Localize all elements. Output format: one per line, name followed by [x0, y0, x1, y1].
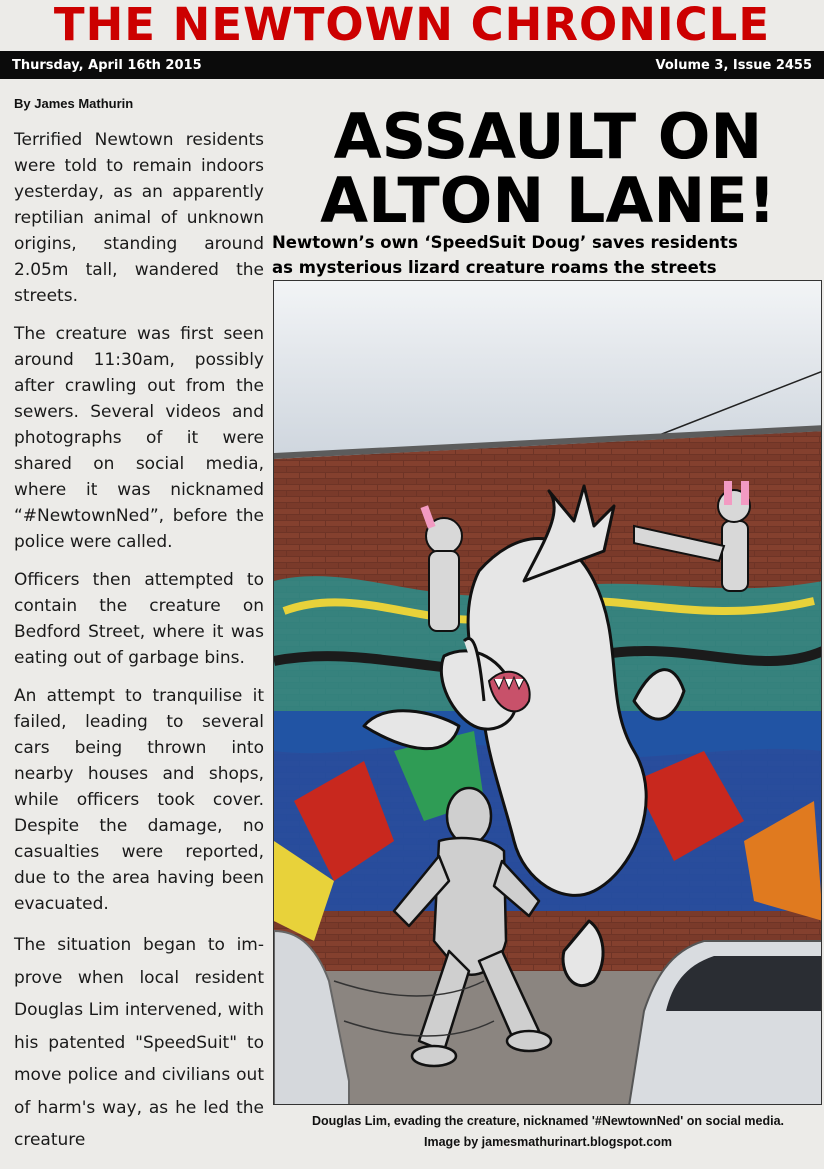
headline-line: ALTON LANE! [320, 164, 776, 237]
subheadline [272, 230, 824, 280]
masthead [0, 0, 824, 50]
illustration [274, 281, 822, 1105]
headline-line: ASSAULT ON [333, 100, 763, 173]
article-paragraph: The creature was first seen around 11:30am, possibly after crawling out from the sewers. Several videos and photographs of it were shared on social media, where it was nicknamed “#NewtownNed”, before the police were called. [14, 324, 264, 552]
newspaper-title: THE NEWTOWN CHRONICLE [53, 0, 771, 51]
byline: By James Mathurin [14, 96, 134, 111]
article-body [14, 127, 264, 1169]
subheadline-line: Newtown’s own ‘SpeedSuit Doug’ saves residents [272, 233, 738, 252]
article-paragraph: Terrified Newtown residents were told to remain indoors yesterday, as an apparently reptilian animal of unknown origins, standing around 2.05m tall, wandered the streets. [14, 130, 264, 306]
article-paragraph: The situation began to im-prove when local resident Douglas Lim intervened, with his patented "SpeedSuit" to move police and civilians out of harm's way, as he led the creature [14, 935, 264, 1150]
issue-number: Volume 3, Issue 2455 [655, 58, 812, 73]
article-paragraph: An attempt to tranquilise it failed, leading to several cars being thrown into nearby houses and shops, while officers took cover. Despite the damage, no casualties were reported, due to the area having been evacuated. [14, 686, 264, 914]
dateline-bar [0, 51, 824, 79]
caption-credit: Image by jamesmathurinart.blogspot.com [424, 1135, 672, 1149]
article-photo [273, 280, 822, 1105]
subheadline-line: as mysterious lizard creature roams the streets [272, 258, 717, 277]
photo-caption [272, 1111, 824, 1153]
headline [274, 100, 822, 237]
issue-date: Thursday, April 16th 2015 [12, 58, 202, 73]
caption-line: Douglas Lim, evading the creature, nicknamed '#NewtownNed' on social media. [311, 1114, 785, 1128]
article-paragraph: Officers then attempted to contain the creature on Bedford Street, where it was eating out of garbage bins. [14, 570, 264, 668]
